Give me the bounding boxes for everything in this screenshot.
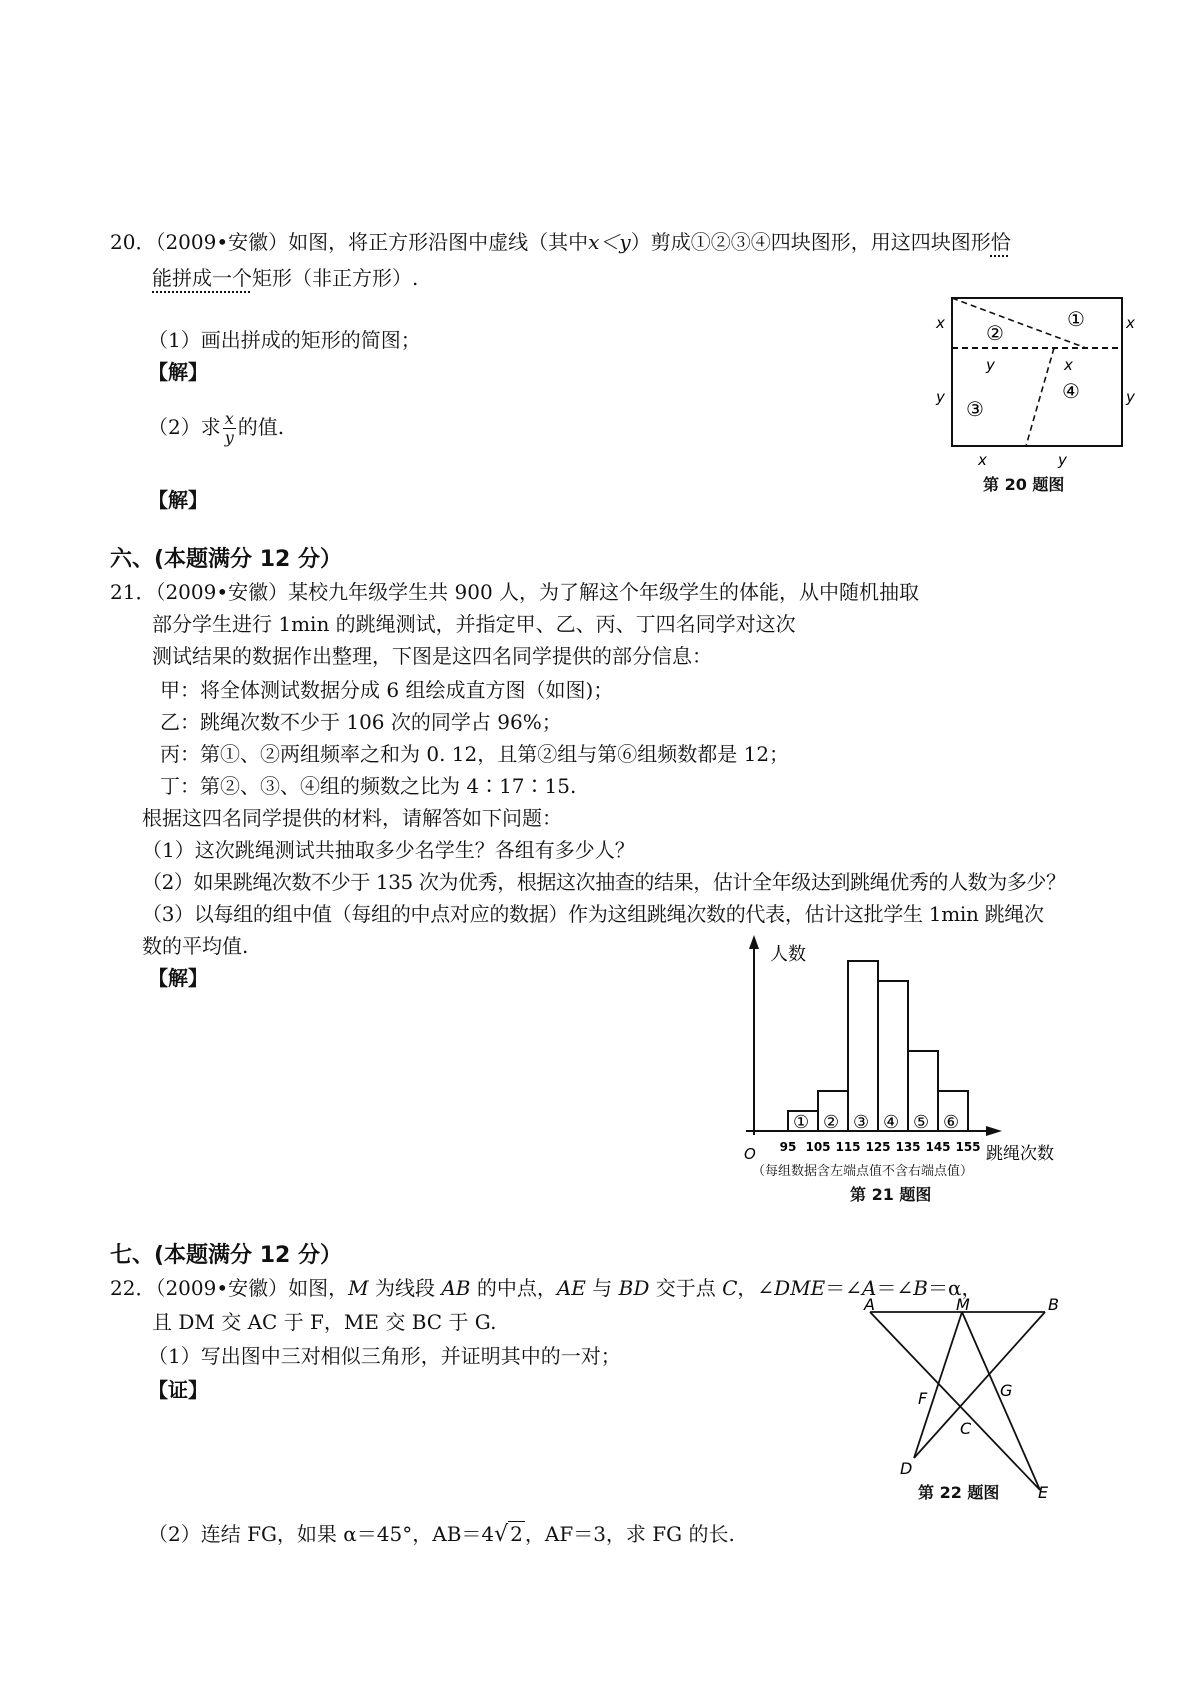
q22-AB: AB <box>441 1276 471 1300</box>
fig20-y-mid: y <box>986 356 995 374</box>
q22-line1 <box>110 1272 981 1301</box>
origin-label: O <box>744 1145 756 1163</box>
fig20-label-2: ② <box>986 321 1004 345</box>
sqrt-radicand: 2 <box>510 1522 523 1546</box>
fig20-label-3: ③ <box>966 397 984 421</box>
fig20-label-4: ④ <box>1062 379 1080 403</box>
fig20-y-bottom: y <box>1058 451 1067 469</box>
q20-emphasis-1: 恰 <box>990 230 1011 254</box>
q21-line5: 乙：跳绳次数不少于 106 次的同学占 96%； <box>160 710 562 734</box>
x-tick-label: 155 <box>955 1140 981 1154</box>
q22-text-h: ＝∠ <box>876 1276 914 1300</box>
q20-head: 20．（2009•安徽）如图，将正方形沿图中虚线（其中 <box>110 230 589 254</box>
q20-part2-pre: （2）求 <box>148 415 221 439</box>
q20-condition: x＜y <box>588 230 631 254</box>
q21-line4: 甲：将全体测试数据分成 6 组绘成直方图（如图)； <box>160 678 614 702</box>
q22-text-g: ＝∠ <box>825 1276 863 1300</box>
fig20-caption: 第 20 题图 <box>983 475 1065 494</box>
point-B: B <box>1048 1295 1059 1314</box>
q22-B: B <box>913 1276 928 1300</box>
x-tick-label: 105 <box>805 1140 831 1154</box>
point-M: M <box>956 1295 970 1314</box>
q20-solution-label-2: 【解】 <box>148 488 208 512</box>
x-over-y-fraction <box>223 410 236 447</box>
q21-line9: （1）这次跳绳测试共抽取多少名学生？各组有多少人？ <box>142 838 635 862</box>
q22-DME: DME <box>774 1276 826 1300</box>
q21-line3: 测试结果的数据作出整理，下图是这四名同学提供的部分信息： <box>152 644 712 668</box>
x-tick-label: 95 <box>779 1140 797 1154</box>
fig20-x-bottom: x <box>978 451 987 469</box>
bar-group-label: ③ <box>853 1112 870 1133</box>
q20-line1 <box>110 226 1011 255</box>
q22-part2-b: ，AF＝3，求 FG 的长. <box>524 1522 735 1546</box>
histogram-bar <box>848 961 878 1131</box>
q22-proof-label: 【证】 <box>148 1378 208 1402</box>
q20-emphasis-2: 能拼成一个 <box>152 266 252 290</box>
q22-text-f: ，∠ <box>737 1276 775 1300</box>
point-F: F <box>918 1389 928 1408</box>
y-axis-label: 人数 <box>770 944 806 965</box>
q20-part1: （1）画出拼成的矩形的简图； <box>148 328 421 352</box>
section-6-heading: 六、(本题满分 12 分） <box>110 547 342 572</box>
q21-line12: 数的平均值. <box>142 934 249 958</box>
q21-line10: （2）如果跳绳次数不少于 135 次为优秀，根据这次抽查的结果，估计全年级达到跳绳优秀的人数为多少？ <box>142 870 1066 894</box>
fig20-x-right: x <box>1126 314 1135 332</box>
q21-line8: 根据这四名同学提供的材料，请解答如下问题： <box>142 806 562 830</box>
x-tick-label: 145 <box>925 1140 951 1154</box>
point-D: D <box>900 1459 913 1478</box>
q22-part1: （1）写出图中三对相似三角形，并证明其中的一对； <box>148 1344 621 1368</box>
q22-A: A <box>862 1276 877 1300</box>
fraction-numerator: x <box>224 409 234 428</box>
bar-group-label: ⑤ <box>913 1112 930 1133</box>
fraction-denominator: y <box>224 428 234 447</box>
q21-caption: 第 21 题图 <box>850 1185 932 1204</box>
sqrt-coefficient: 4 <box>481 1522 495 1546</box>
figure-21-histogram <box>730 935 1070 1164</box>
fig20-y-left: y <box>936 388 945 406</box>
q22-line2: 且 DM 交 AC 于 F，ME 交 BC 于 G. <box>152 1310 497 1334</box>
q22-text-b: 为线段 <box>368 1276 442 1300</box>
fig20-x-mid: x <box>1064 356 1073 374</box>
q20-line2-rest: 矩形（非正方形）. <box>252 266 419 290</box>
point-A: A <box>864 1295 875 1314</box>
figure-22 <box>860 1295 1060 1502</box>
x-tick-label: 115 <box>835 1140 861 1154</box>
q22-AE: AE <box>556 1276 586 1300</box>
fig20-y-right: y <box>1126 388 1135 406</box>
q22-text-a: 22．（2009•安徽）如图， <box>110 1276 349 1300</box>
q20-line2 <box>152 262 418 291</box>
q21-line2: 部分学生进行 1min 的跳绳测试，并指定甲、乙、丙、丁四名同学对这次 <box>152 612 796 636</box>
fig20-label-1: ① <box>1067 307 1085 331</box>
point-E: E <box>1038 1483 1049 1502</box>
x-axis-label: 跳绳次数 <box>986 1144 1054 1164</box>
point-C: C <box>960 1419 972 1438</box>
q21-line11: （3）以每组的组中值（每组的中点对应的数据）作为这组跳绳次数的代表，估计这批学生 1min 跳绳次 <box>142 902 1044 926</box>
q22-text-e: 交于点 <box>649 1276 723 1300</box>
q21-line6: 丙：第①、②两组频率之和为 0. 12，且第②组与第⑥组频数都是 12； <box>160 742 790 766</box>
bar-group-label: ⑥ <box>943 1112 960 1133</box>
fig20-x-left: x <box>936 314 945 332</box>
histogram-bar <box>878 981 908 1131</box>
bar-group-label: ② <box>823 1112 840 1133</box>
q20-part2 <box>148 410 284 447</box>
q22-part2 <box>148 1518 735 1547</box>
x-tick-label: 135 <box>895 1140 921 1154</box>
bar-group-label: ① <box>793 1112 810 1133</box>
sqrt-symbol: √ <box>494 1522 509 1547</box>
q22-text-c: 的中点， <box>470 1276 557 1300</box>
q22-M: M <box>348 1276 369 1300</box>
q20-head2: ）剪成①②③④四块图形，用这四块图形 <box>630 230 991 254</box>
figure-20 <box>930 290 1135 500</box>
q22-part2-a: （2）连结 FG，如果 α＝45°，AB＝ <box>148 1522 482 1546</box>
q22-C: C <box>722 1276 738 1300</box>
q20-part2-post: 的值. <box>237 415 285 439</box>
q22-BD: BD <box>618 1276 650 1300</box>
q21-solution-label: 【解】 <box>148 966 208 990</box>
bar-group-label: ④ <box>883 1112 900 1133</box>
x-tick-label: 125 <box>865 1140 891 1154</box>
point-G: G <box>1000 1381 1013 1400</box>
q22-text-d: 与 <box>585 1276 619 1300</box>
section-7-heading: 七、(本题满分 12 分） <box>110 1243 342 1268</box>
q21-line7: 丁：第②、③、④组的频数之比为 4∶17∶15. <box>160 774 577 798</box>
q22-text-i: ＝α， <box>927 1276 982 1300</box>
q20-solution-label: 【解】 <box>148 360 208 384</box>
q21-figure-note: （每组数据含左端点值不含右端点值） <box>752 1164 974 1179</box>
q21-line1: 21．（2009•安徽）某校九年级学生共 900 人，为了解这个年级学生的体能，从中随机抽取 <box>110 580 920 604</box>
q22-caption: 第 22 题图 <box>918 1483 1000 1502</box>
